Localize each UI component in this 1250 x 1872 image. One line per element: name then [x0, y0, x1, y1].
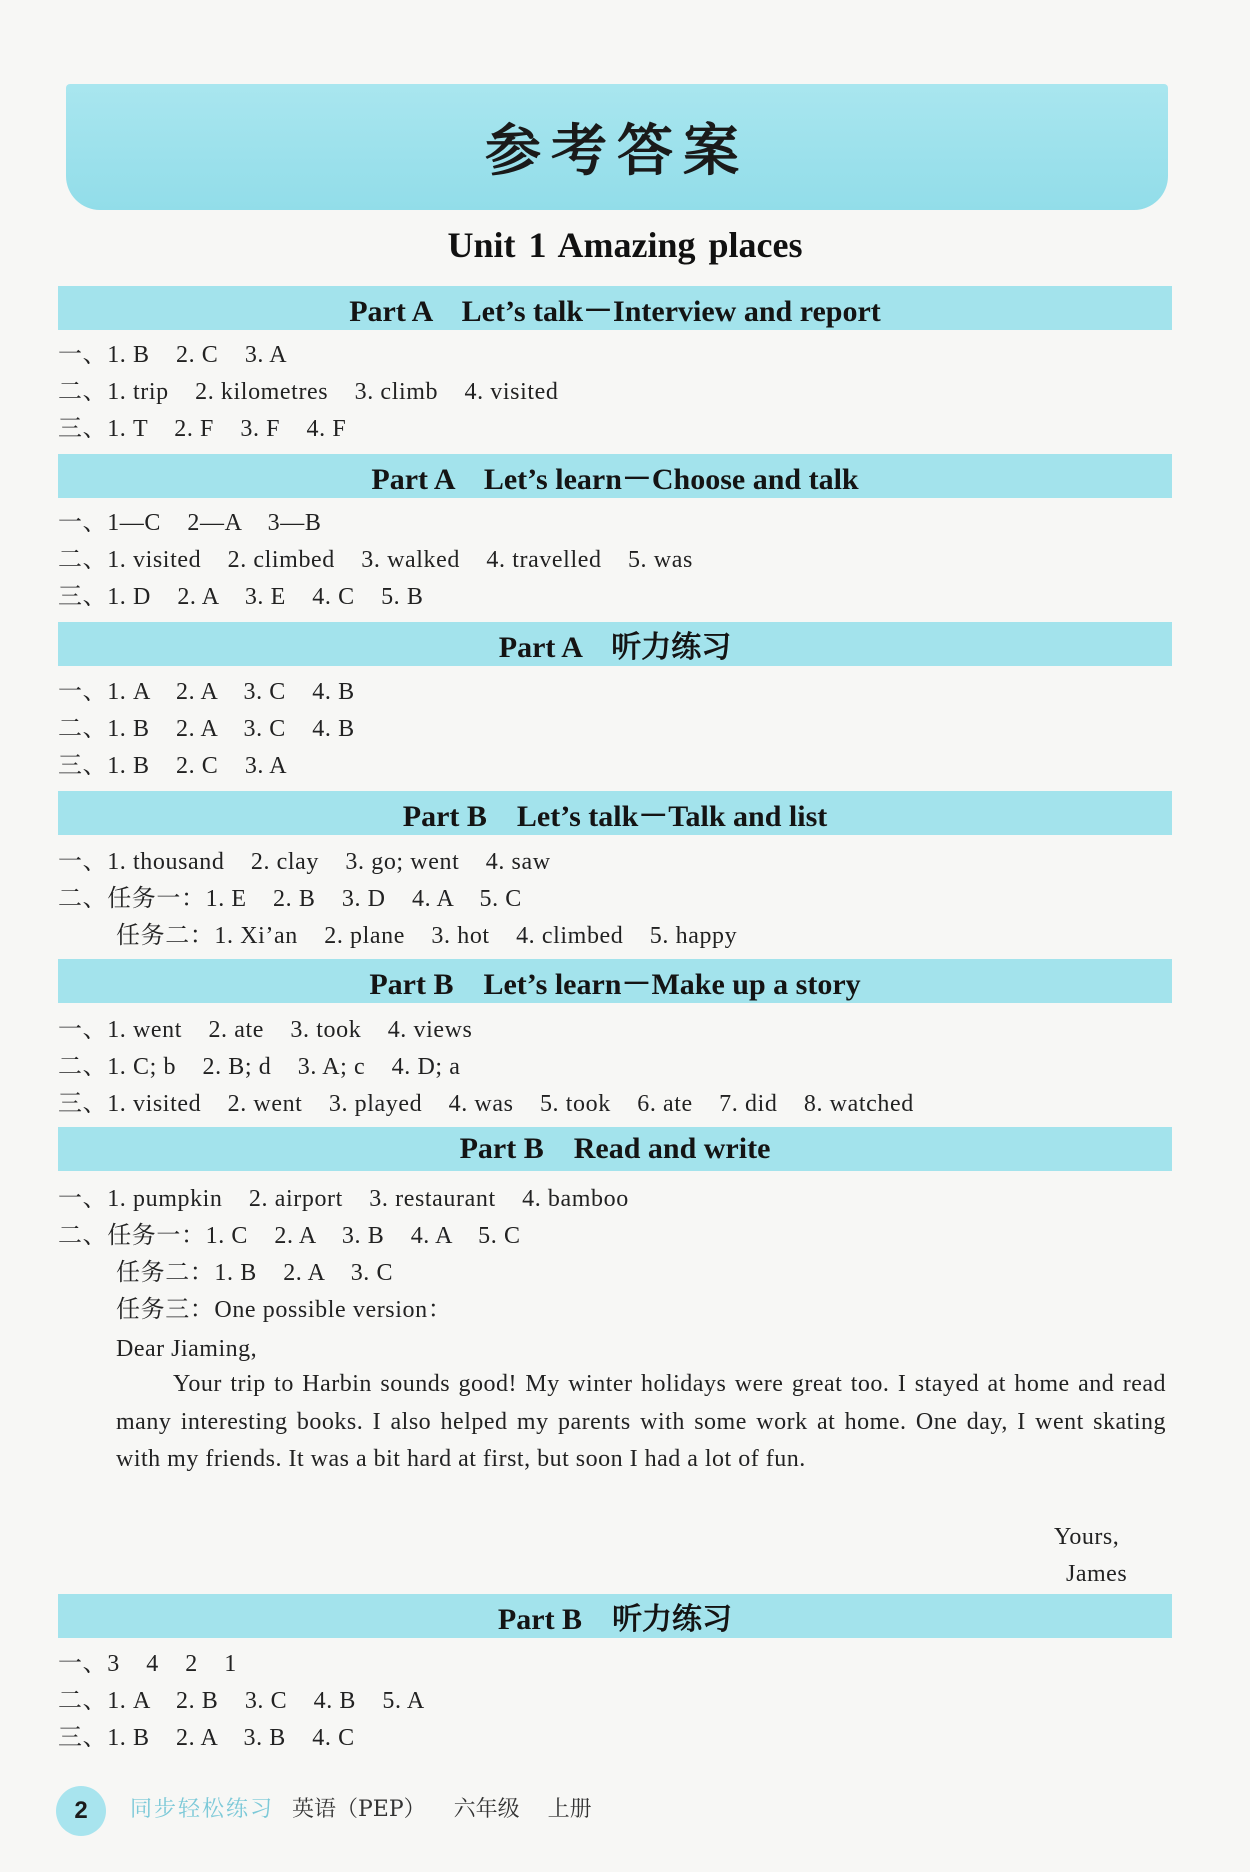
answer-line: 三、1. visited 2. went 3. played 4. was 5. took 6. ate 7. did 8. watched — [58, 1091, 914, 1117]
answer-line: 二、1. trip 2. kilometres 3. climb 4. visited — [58, 379, 559, 405]
page-title: 参考答案 — [485, 118, 749, 184]
page-number-badge — [56, 1786, 106, 1836]
letter-body: Your trip to Harbin sounds good! My winter holidays were great too. I stayed at home and read many interesting books. I also helped my parents with some work at home. One day, I went skating with my friends. It was a bit hard at first, but soon I had a lot of fun. — [116, 1371, 1166, 1472]
answer-line: 一、3 4 2 1 — [58, 1651, 237, 1677]
letter-greeting: Dear Jiaming, — [116, 1336, 258, 1362]
answer-line: 二、1. visited 2. climbed 3. walked 4. travelled 5. was — [58, 547, 693, 573]
answer-line: 一、1. A 2. A 3. C 4. B — [58, 679, 355, 705]
answer-line: 任务二：1. B 2. A 3. C — [116, 1260, 394, 1286]
answer-line: 二、1. A 2. B 3. C 4. B 5. A — [58, 1688, 425, 1714]
answer-line: 任务三：One possible version： — [116, 1297, 453, 1323]
answer-line: 任务二：1. Xi’an 2. plane 3. hot 4. climbed 5. happy — [116, 923, 738, 949]
section-heading: Part A Let’s talk－Interview and report — [58, 286, 1172, 330]
answer-line: 二、1. B 2. A 3. C 4. B — [58, 716, 355, 742]
answer-line: 一、1. went 2. ate 3. took 4. views — [58, 1017, 473, 1043]
answer-line: 二、1. C; b 2. B; d 3. A; c 4. D; a — [58, 1054, 461, 1080]
answer-line: 三、1. B 2. A 3. B 4. C — [58, 1725, 355, 1751]
answer-line: 一、1—C 2—A 3—B — [58, 510, 322, 536]
answer-line: 二、任务一：1. E 2. B 3. D 4. A 5. C — [58, 886, 522, 912]
section-heading: Part B Read and write — [58, 1127, 1172, 1171]
answer-line: 二、任务一：1. C 2. A 3. B 4. A 5. C — [58, 1223, 521, 1249]
series-name: 同步轻松练习 — [130, 1797, 275, 1822]
answer-line: 一、1. B 2. C 3. A — [58, 342, 288, 368]
unit-title: Unit 1 Amazing places — [447, 225, 803, 265]
page-number: 2 — [74, 1797, 88, 1824]
subject-grade: 英语（PEP） 六年级 上册 — [292, 1797, 592, 1822]
answer-line: 一、1. pumpkin 2. airport 3. restaurant 4. bamboo — [58, 1186, 629, 1212]
letter-signature: James — [1066, 1561, 1128, 1587]
title-banner — [66, 84, 1168, 210]
section-heading: Part A Let’s learn－Choose and talk — [58, 454, 1172, 498]
section-heading: Part B Let’s learn－Make up a story — [58, 959, 1172, 1003]
answer-line: 一、1. thousand 2. clay 3. go; went 4. saw — [58, 849, 551, 875]
answer-line: 三、1. T 2. F 3. F 4. F — [58, 416, 347, 442]
answer-line: 三、1. B 2. C 3. A — [58, 753, 288, 779]
answer-line: 三、1. D 2. A 3. E 4. C 5. B — [58, 584, 424, 610]
letter-closing: Yours, — [1054, 1524, 1120, 1550]
section-heading: Part A 听力练习 — [58, 622, 1172, 666]
section-heading: Part B Let’s talk－Talk and list — [58, 791, 1172, 835]
section-heading: Part B 听力练习 — [58, 1594, 1172, 1638]
